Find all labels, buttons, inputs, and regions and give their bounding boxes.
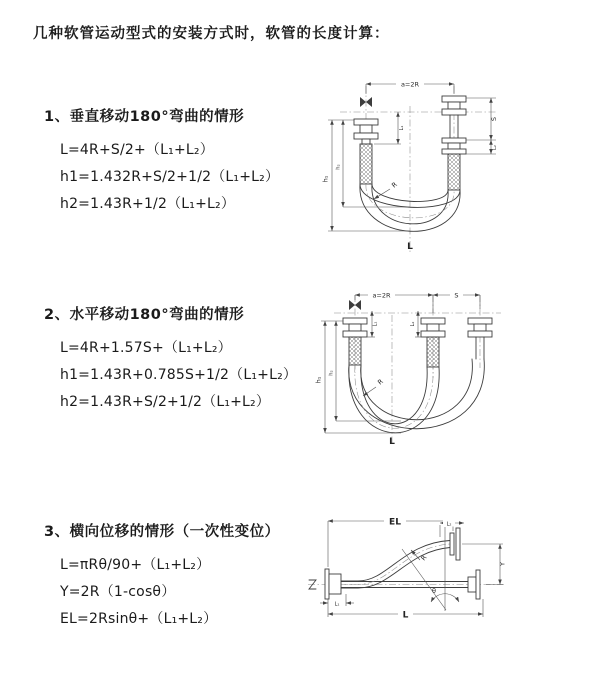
dim-label-r: R	[419, 553, 429, 563]
dim-label-r: R	[376, 377, 385, 387]
dim-S	[433, 291, 480, 300]
dim-L2	[462, 140, 498, 154]
dim-label-l2: L₂	[492, 145, 498, 150]
hose-s-curve	[341, 541, 450, 589]
dim-label-s: S	[490, 116, 498, 122]
dim-label-r: R	[390, 180, 399, 190]
dim-label-l2: L₂	[410, 321, 416, 327]
formula-list	[44, 137, 279, 218]
formula-list	[44, 335, 297, 416]
dim-L1	[374, 112, 405, 144]
left-fitting	[354, 119, 378, 184]
dim-label-h1: h₁	[314, 376, 323, 384]
formula-list	[44, 552, 280, 633]
dim-EL	[328, 516, 453, 567]
formula-line: EL=2Rsinθ+（L₁+L₂）	[60, 611, 218, 627]
formula-line: h1=1.43R+0.785S+1/2（L₁+L₂）	[60, 367, 298, 383]
formula-line: h2=1.43R+S/2+1/2（L₁+L₂）	[60, 394, 271, 410]
dim-a2R	[366, 80, 454, 95]
upper-right-flange	[450, 528, 460, 560]
dim-L1	[367, 311, 379, 337]
dim-label-h1: h₁	[321, 175, 330, 183]
dim-label-l: L	[389, 437, 395, 447]
formula-line: h2=1.43R+1/2（L₁+L₂）	[60, 196, 236, 212]
radius-leader	[374, 180, 399, 199]
formula-line: L=4R+1.57S+（L₁+L₂）	[60, 340, 232, 356]
middle-fitting	[421, 318, 445, 367]
dim-S	[466, 98, 498, 140]
formula-line: h1=1.432R+S/2+1/2（L₁+L₂）	[60, 169, 280, 185]
formula-line: Y=2R（1-cosθ）	[60, 584, 176, 600]
section-horizontal-movement	[44, 303, 297, 416]
formula-line: L=4R+S/2+（L₁+L₂）	[60, 142, 214, 158]
dim-label-a2r: a=2R	[372, 291, 391, 300]
dim-label-a2r: a=2R	[400, 80, 420, 89]
section-heading: 2、水平移动180°弯曲的情形	[44, 307, 245, 323]
dim-L	[328, 599, 483, 620]
dim-label-l1: L₁	[372, 321, 379, 327]
diagram-horizontal-180-bend	[306, 283, 546, 453]
left-fitting	[343, 318, 367, 365]
dim-label-theta: θ	[432, 587, 436, 595]
dim-label-l1: L₁	[399, 125, 405, 131]
dim-label-h2: h₂	[328, 370, 335, 376]
section-heading: 3、横向位移的情形（一次性变位）	[44, 524, 280, 540]
dim-label-y: Y	[498, 562, 507, 566]
dim-label-l: L	[402, 610, 409, 621]
left-flange	[325, 569, 341, 599]
dim-label-l: L	[407, 242, 413, 252]
dim-label-s: S	[454, 291, 459, 300]
section-heading: 1、垂直移动180°弯曲的情形	[44, 109, 245, 125]
section-lateral-displacement	[44, 520, 280, 633]
right-fitting	[442, 96, 466, 190]
section-vertical-movement	[44, 105, 279, 218]
diagram-vertical-180-bend	[310, 72, 540, 257]
formula-line: L=πRθ/90+（L₁+L₂）	[60, 557, 211, 573]
dim-label-l2: L₂	[446, 521, 452, 528]
dim-label-el: EL	[389, 517, 401, 528]
hose-curves	[349, 359, 485, 433]
dim-label-l1: L₁	[334, 601, 340, 608]
page-title: 几种软管运动型式的安装方式时，软管的长度计算：	[33, 26, 390, 42]
dim-label-h2: h₂	[335, 164, 342, 170]
lower-right-flange	[468, 570, 480, 599]
diagram-lateral-displacement	[300, 497, 560, 643]
